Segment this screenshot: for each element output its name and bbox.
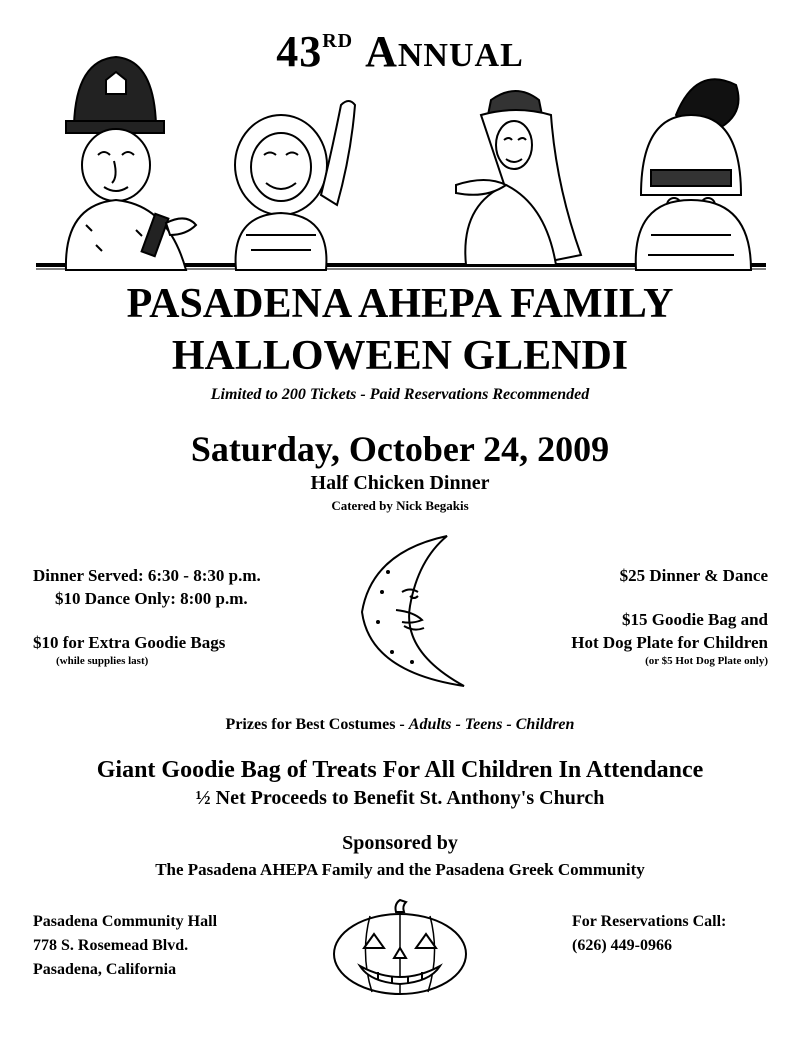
sponsor-names: The Pasadena AHEPA Family and the Pasadena Greek Community xyxy=(155,860,645,879)
venue-name: Pasadena Community Hall xyxy=(33,913,218,930)
costumed-characters-illustration xyxy=(36,55,766,275)
event-title-line2: HALLOWEEN GLENDI xyxy=(171,333,629,379)
dinner-description: Half Chicken Dinner xyxy=(310,472,490,494)
reservations-label: For Reservations Call: xyxy=(572,913,727,930)
proceeds-line: ½ Net Proceeds to Benefit St. Anthony's Church xyxy=(195,787,605,809)
event-date: Saturday, October 24, 2009 xyxy=(190,429,610,469)
giant-goodie-bag-line: Giant Goodie Bag of Treats For All Children In Attendance xyxy=(96,757,704,783)
dinner-served-time: Dinner Served: 6:30 - 8:30 p.m. xyxy=(33,566,261,585)
supplies-note: (while supplies last) xyxy=(56,655,149,667)
event-title-line1: PASADENA AHEPA FAMILY xyxy=(126,281,674,327)
goodie-bag-price: $15 Goodie Bag and xyxy=(622,610,768,629)
prizes-line: Prizes for Best Costumes - Adults - Teens - Children xyxy=(225,716,575,733)
hot-dog-plate-label: Hot Dog Plate for Children xyxy=(571,633,768,652)
sponsored-by-heading: Sponsored by xyxy=(342,832,458,854)
venue-address: 778 S. Rosemead Blvd. xyxy=(33,937,189,954)
caterer-note: Catered by Nick Begakis xyxy=(331,498,469,513)
venue-city: Pasadena, California xyxy=(33,961,177,978)
ticket-limit-note: Limited to 200 Tickets - Paid Reservations Recommended xyxy=(210,386,590,403)
crescent-moon-face-icon xyxy=(352,532,482,692)
dance-only-price: $10 Dance Only: 8:00 p.m. xyxy=(55,589,248,608)
annual-heading: 43RD ANNUAL xyxy=(276,27,524,76)
jack-o-lantern-icon xyxy=(330,898,470,998)
reservations-phone: (626) 449-0966 xyxy=(572,937,672,954)
dinner-dance-price: $25 Dinner & Dance xyxy=(619,566,768,585)
extra-goodie-bags-price: $10 for Extra Goodie Bags xyxy=(33,633,226,652)
hot-dog-only-price: (or $5 Hot Dog Plate only) xyxy=(645,655,768,667)
